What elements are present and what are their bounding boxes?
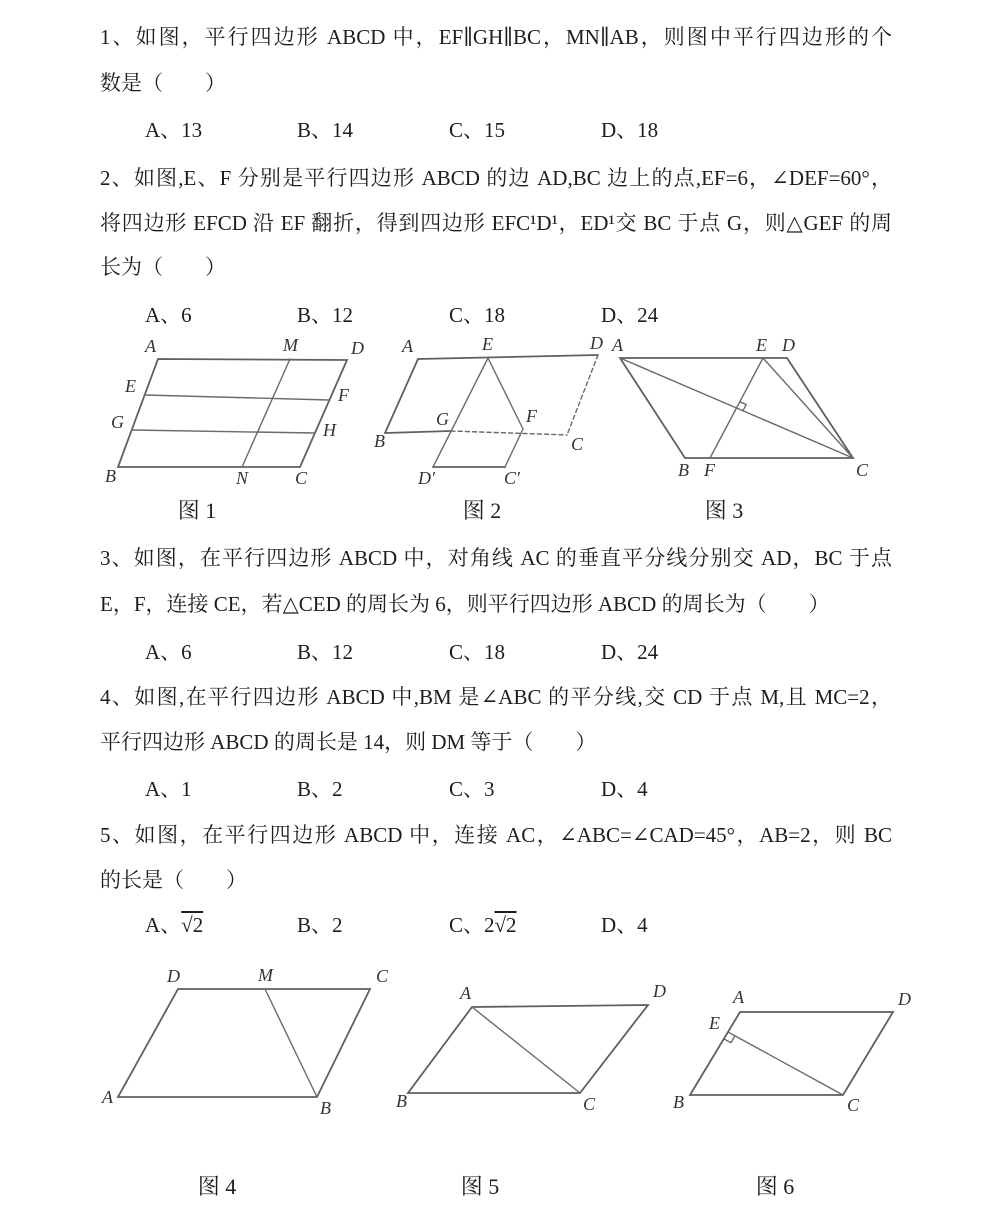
q2-line-3: 长为（ ）	[100, 255, 226, 279]
fig6-inner-lines	[724, 1032, 843, 1095]
figure-2-caption: 图 2	[462, 498, 502, 523]
q2-option-a	[145, 298, 297, 332]
fig2-label-A: A	[402, 336, 413, 356]
figure-5-caption: 图 5	[460, 1174, 500, 1199]
fig4-label-B: B	[320, 1098, 331, 1118]
fig1-label-A: A	[145, 336, 156, 356]
option-value: 18	[484, 640, 506, 664]
option-label: D、	[601, 640, 638, 664]
option-label: C、	[449, 303, 485, 327]
option-radical-value: √ 2	[181, 913, 203, 937]
q1-option-b	[297, 113, 449, 147]
q1-option-a	[145, 113, 297, 147]
q2-option-c	[449, 298, 601, 332]
option-label: C、	[449, 913, 485, 937]
fig2-label-D: D	[590, 333, 603, 353]
q4-options	[100, 772, 892, 806]
option-value: 2	[332, 913, 343, 937]
fig5-inner-lines	[472, 1007, 580, 1093]
q2-option-b	[297, 298, 449, 332]
q1-option-c	[449, 113, 601, 147]
q4-option-c	[449, 772, 601, 806]
fig1-label-E: E	[125, 376, 136, 396]
fig5-label-C: C	[583, 1094, 596, 1114]
option-value: 18	[637, 118, 659, 142]
q1-options	[100, 113, 892, 147]
option-label: D、	[601, 303, 638, 327]
fig5-label-B: B	[396, 1091, 407, 1111]
q5-option-c	[449, 908, 601, 942]
q5-line-1: 5、如图，在平行四边形 ABCD 中，连接 AC，∠ABC=∠CAD=45°，AB=2，则 BC	[100, 823, 892, 847]
fig3-label-A: A	[612, 335, 623, 355]
q3-option-a	[145, 635, 297, 669]
q4-option-b	[297, 772, 449, 806]
fig6-label-B: B	[673, 1092, 684, 1112]
q4-option-d	[601, 772, 753, 806]
q5-options	[100, 908, 892, 942]
fig6-label-A: A	[733, 987, 744, 1007]
q4-line-2: 平行四边形 ABCD 的周长是 14，则 DM 等于（ ）	[100, 730, 597, 754]
figure-6-altitude-diagram	[650, 968, 915, 1118]
fig1-label-F: F	[338, 385, 349, 405]
q3-line-1: 3、如图，在平行四边形 ABCD 中，对角线 AC 的垂直平分线分别交 AD，BC 于点	[100, 546, 892, 570]
fig2-solid-lines	[385, 355, 598, 467]
option-label: D、	[601, 777, 638, 801]
fig2-label-G: G	[436, 409, 449, 429]
q4-line-1: 4、如图,在平行四边形 ABCD 中,BM 是∠ABC 的平分线,交 CD 于点 M,且 MC=2，	[100, 685, 892, 709]
figure-4-caption: 图 4	[197, 1174, 237, 1199]
option-radical-value: √ 2	[495, 913, 517, 937]
option-value: 1	[181, 777, 192, 801]
option-value: 4	[637, 777, 648, 801]
figure-5-diagonal-diagram	[395, 968, 665, 1118]
fig2-label-F: F	[526, 406, 537, 426]
option-value: 12	[332, 640, 354, 664]
option-label: B、	[297, 913, 333, 937]
q5-option-a	[145, 908, 297, 942]
option-value: 6	[181, 303, 192, 327]
fig1-edges	[118, 359, 347, 467]
fig1-label-M: M	[283, 335, 298, 355]
option-label: D、	[601, 118, 638, 142]
fig2-dashed-lines	[451, 355, 598, 435]
fig3-label-D: D	[782, 335, 795, 355]
fig2-label-E: E	[482, 334, 493, 354]
fig6-label-D: D	[898, 989, 911, 1009]
q5-option-b	[297, 908, 449, 942]
fig6-label-C: C	[847, 1095, 860, 1115]
q2-option-d	[601, 298, 753, 332]
q5-line-2: 的长是（ ）	[100, 868, 247, 892]
option-value: 6	[181, 640, 192, 664]
fig5-edges	[408, 1005, 648, 1093]
fig3-label-F: F	[704, 460, 715, 480]
option-value: 13	[181, 118, 203, 142]
fig2-label-C-prime: C′	[504, 468, 520, 488]
option-label: C、	[449, 118, 485, 142]
option-label: B、	[297, 303, 333, 327]
option-value: 3	[484, 777, 495, 801]
option-value: 18	[484, 303, 506, 327]
option-value: 12	[332, 303, 354, 327]
option-value: 4	[637, 913, 648, 937]
q1-line-2: 数是（ ）	[100, 71, 226, 95]
fig4-label-M: M	[258, 965, 273, 985]
fig3-label-E: E	[756, 335, 767, 355]
q2-options	[100, 298, 892, 332]
fig2-label-C: C	[571, 434, 584, 454]
fig1-label-G: G	[111, 412, 124, 432]
fig3-inner-lines	[620, 358, 853, 458]
q5-option-d	[601, 908, 753, 942]
fig5-label-A: A	[460, 983, 471, 1003]
fig5-label-D: D	[653, 981, 666, 1001]
option-value: 2	[332, 777, 343, 801]
figure-2-fold-diagram	[374, 333, 614, 488]
q1-option-d	[601, 113, 753, 147]
fig1-label-H: H	[323, 420, 336, 440]
fig1-label-B: B	[105, 466, 116, 486]
option-label: C、	[449, 640, 485, 664]
q3-options	[100, 635, 892, 669]
q2-line-1: 2、如图,E、F 分别是平行四边形 ABCD 的边 AD,BC 边上的点,EF=6，∠DEF=60°，	[100, 166, 892, 190]
fig4-inner-lines	[265, 989, 317, 1097]
fig2-label-B: B	[374, 431, 385, 451]
fig1-label-D: D	[351, 338, 364, 358]
option-label: A、	[145, 913, 182, 937]
fig4-edges	[118, 989, 370, 1097]
fig2-label-D-prime: D′	[418, 468, 435, 488]
option-label: B、	[297, 118, 333, 142]
figure-3-caption: 图 3	[704, 498, 744, 523]
fig4-label-C: C	[376, 966, 389, 986]
option-label: C、	[449, 777, 485, 801]
option-label: A、	[145, 640, 182, 664]
q2-line-2: 将四边形 EFCD 沿 EF 翻折，得到四边形 EFC¹D¹，ED¹交 BC 于点 G，则△GEF 的周	[100, 211, 892, 235]
option-label: D、	[601, 913, 638, 937]
fig4-label-D: D	[167, 966, 180, 986]
option-label: A、	[145, 303, 182, 327]
fig3-label-C: C	[856, 460, 869, 480]
q1-line-1: 1、如图，平行四边形 ABCD 中，EF∥GH∥BC，MN∥AB，则图中平行四边形的个	[100, 25, 892, 49]
option-value: 24	[637, 640, 659, 664]
fig3-label-B: B	[678, 460, 689, 480]
fig1-inner-lines	[132, 359, 329, 467]
option-value: 15	[484, 118, 506, 142]
figure-4-angle-bisector-diagram	[95, 965, 395, 1118]
figure-1-parallelogram-diagram	[95, 335, 375, 488]
option-value: 2	[484, 913, 495, 937]
option-label: B、	[297, 777, 333, 801]
option-label: B、	[297, 640, 333, 664]
fig1-label-C: C	[295, 468, 308, 488]
option-value: 24	[637, 303, 659, 327]
fig6-label-E: E	[709, 1013, 720, 1033]
figure-1-caption: 图 1	[177, 498, 217, 523]
figure-6-caption: 图 6	[755, 1174, 795, 1199]
q3-option-b	[297, 635, 449, 669]
option-value: 14	[332, 118, 354, 142]
option-label: A、	[145, 118, 182, 142]
q4-option-a	[145, 772, 297, 806]
fig6-edges	[690, 1012, 893, 1095]
q3-option-c	[449, 635, 601, 669]
figure-3-perpendicular-bisector-diagram	[610, 335, 895, 488]
fig1-label-N: N	[236, 468, 249, 488]
q3-line-2: E，F，连接 CE，若△CED 的周长为 6，则平行四边形 ABCD 的周长为（ ）	[100, 592, 830, 616]
q3-option-d	[601, 635, 753, 669]
option-label: A、	[145, 777, 182, 801]
fig4-label-A: A	[102, 1087, 113, 1107]
